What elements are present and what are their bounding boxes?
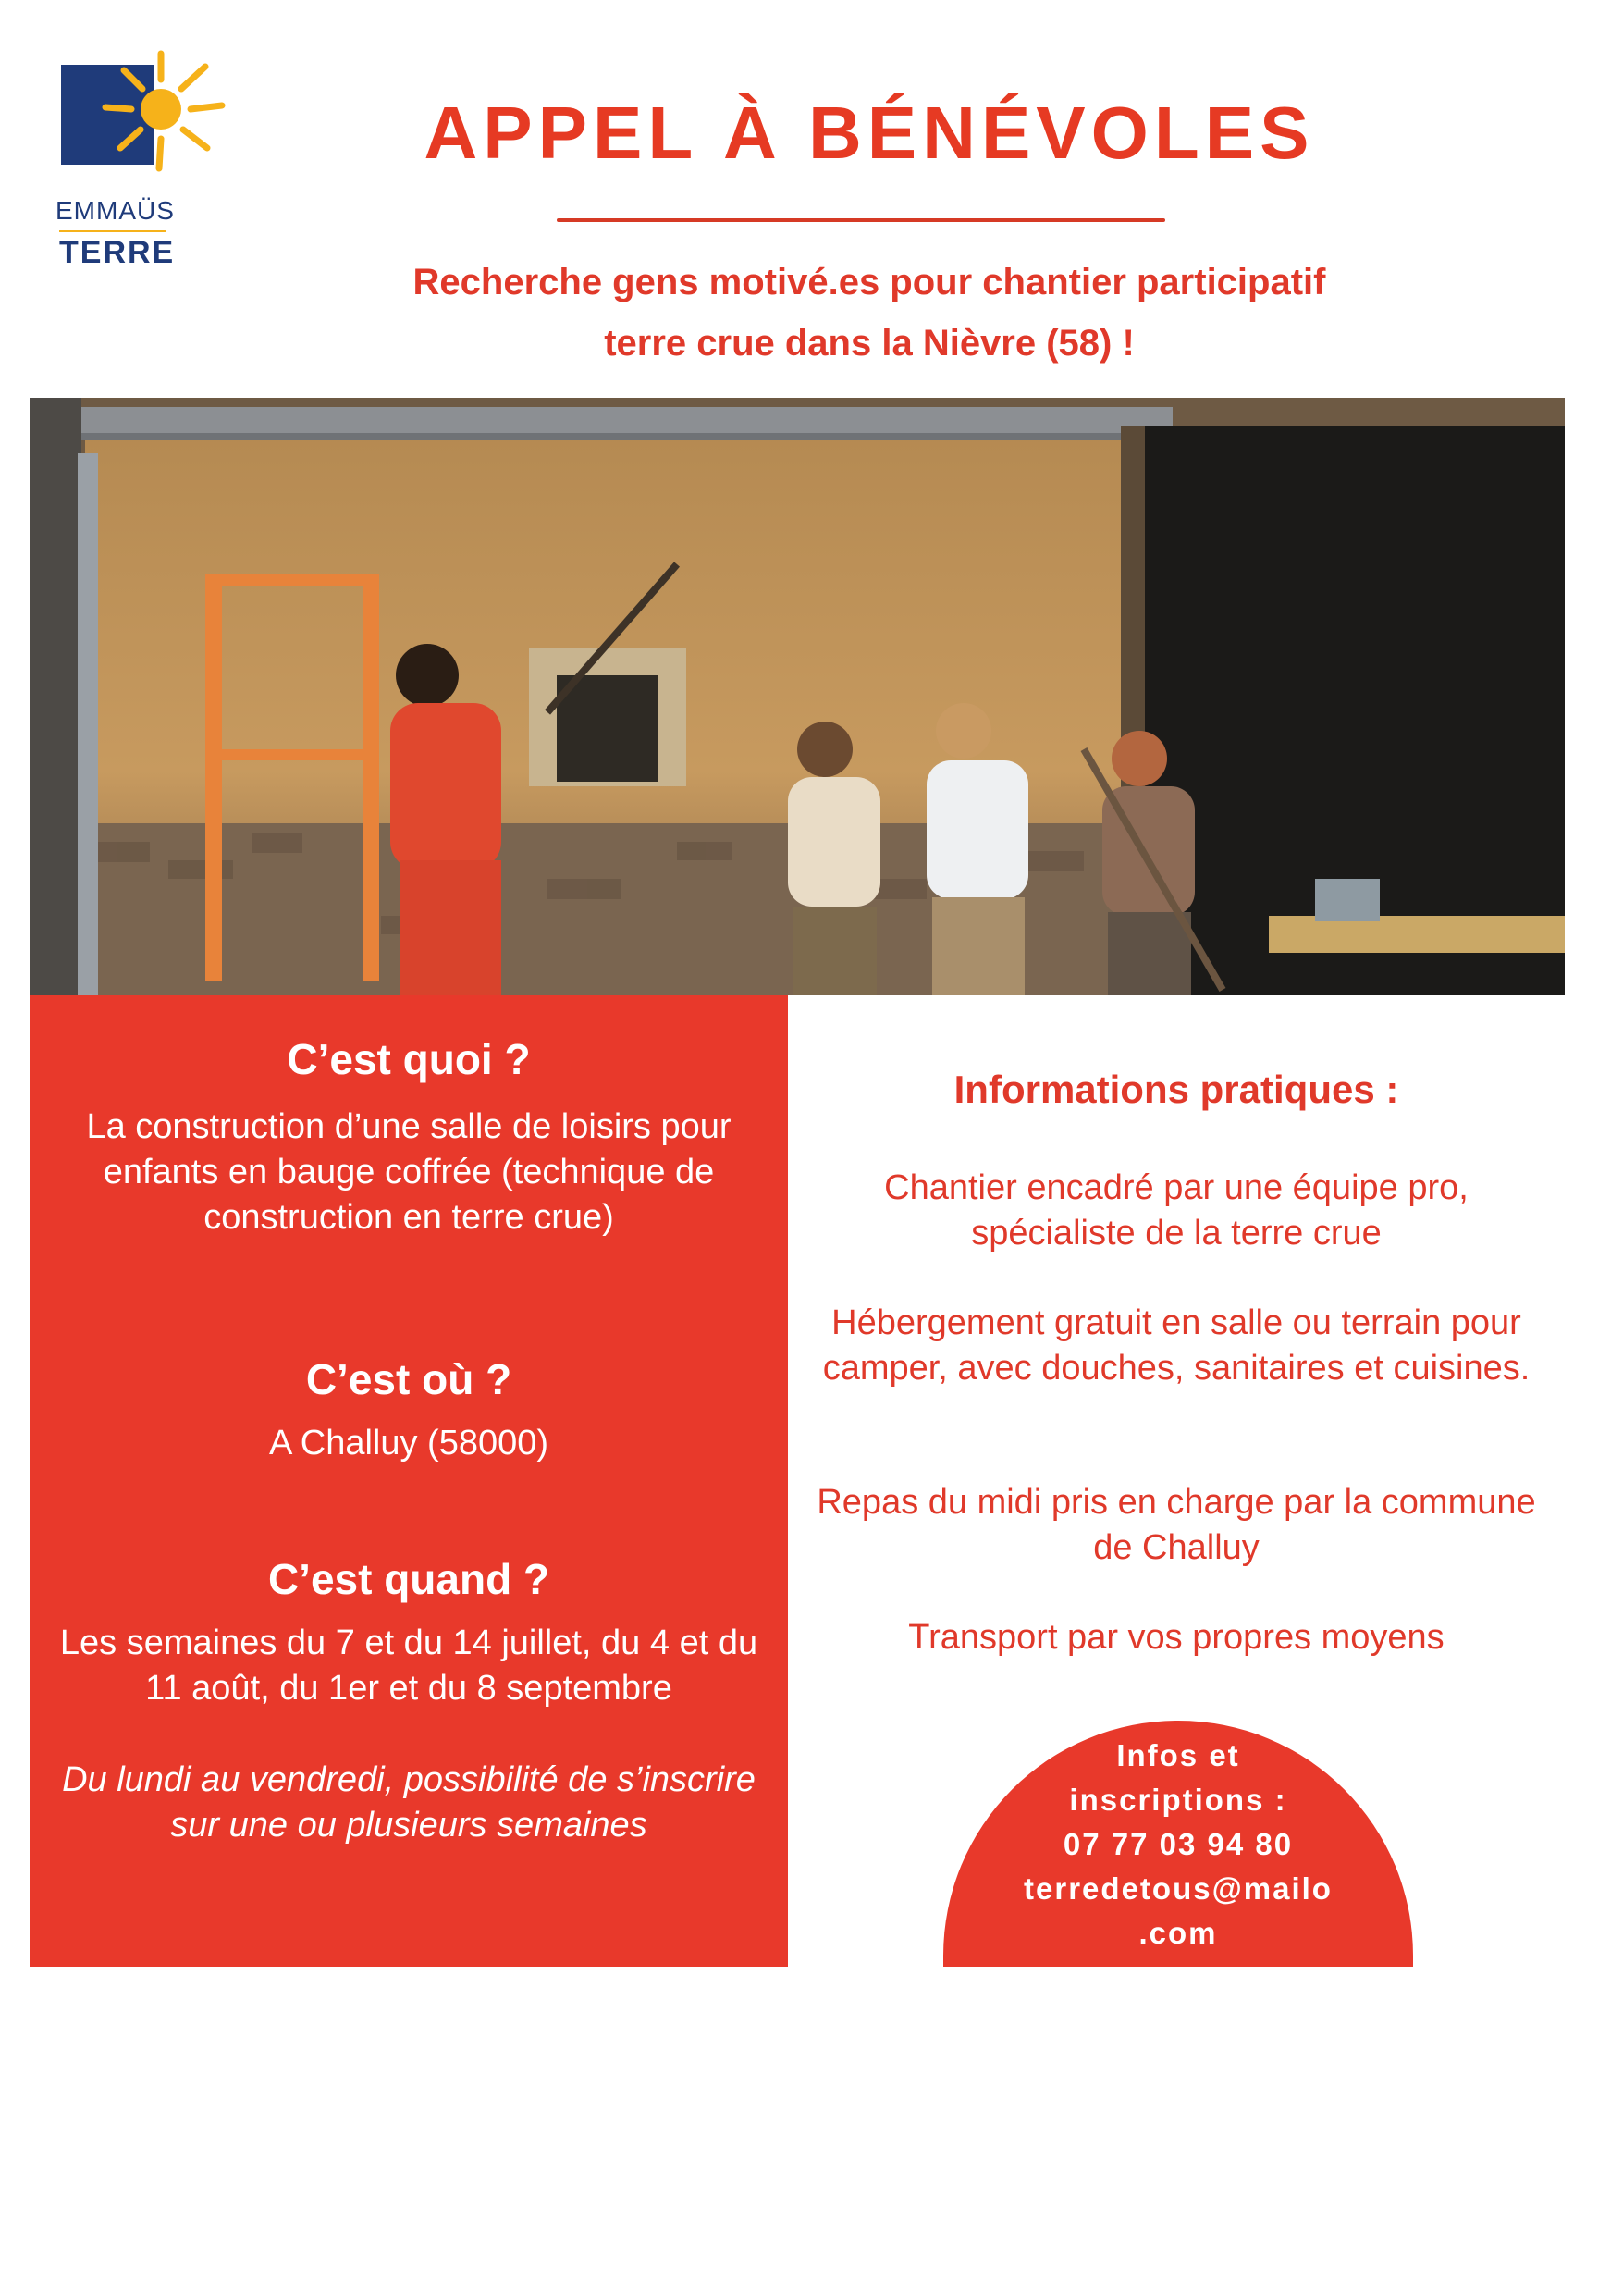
subtitle-line-2: terre crue dans la Nièvre (58) ! — [604, 323, 1135, 364]
sun-icon — [52, 48, 237, 196]
practical-info-heading: Informations pratiques : — [953, 1068, 1399, 1111]
contact-line-2: inscriptions : — [1069, 1783, 1287, 1817]
contact-badge — [943, 1721, 1413, 1967]
page-title: APPEL À BÉNÉVOLES — [424, 92, 1315, 174]
answer-where: A Challuy (58000) — [268, 1424, 549, 1463]
contact-text — [943, 1734, 1413, 1956]
logo-word-terre: TERRE — [59, 235, 176, 270]
contact-email-part-2: .com — [1138, 1916, 1218, 1950]
answer-what: La construction d’une salle de loisirs pour enfants en bauge coffrée (technique de construction en terre crue) — [86, 1107, 732, 1237]
subtitle-line-1: Recherche gens motivé.es pour chantier participatif — [412, 262, 1326, 302]
answer-when-details: Du lundi au vendredi, possibilité de s’inscrire sur une ou plusieurs semaines — [62, 1760, 756, 1845]
title-underline — [557, 218, 1165, 222]
heading-when: C’est quand ? — [267, 1555, 550, 1603]
contact-line-1: Infos et — [1116, 1738, 1240, 1772]
heading-where: C’est où ? — [305, 1355, 512, 1403]
info-left-panel — [30, 995, 788, 1967]
volunteers-photo — [30, 398, 1565, 995]
practical-info-housing: Hébergement gratuit en salle ou terrain pour camper, avec douches, sanitaires et cuisines. — [822, 1303, 1531, 1388]
practical-info-supervision: Chantier encadré par une équipe pro, spécialiste de la terre crue — [884, 1168, 1469, 1253]
logo-word-emmaus: EMMAÜS — [55, 196, 175, 225]
logo-divider — [59, 230, 166, 232]
emmaus-terre-logo — [52, 48, 227, 289]
answer-when: Les semaines du 7 et du 14 juillet, du 4 et du 11 août, du 1er et du 8 septembre — [59, 1623, 758, 1708]
subtitle — [268, 252, 1470, 374]
heading-what: C’est quoi ? — [287, 1035, 531, 1083]
volunteers-earth-wall-photo-icon — [30, 398, 1565, 995]
contact-email-part-1: terredetous@mailo — [1024, 1871, 1333, 1906]
contact-phone: 07 77 03 94 80 — [1063, 1827, 1294, 1861]
practical-info-transport: Transport par vos propres moyens — [908, 1618, 1445, 1657]
practical-info-meals: Repas du midi pris en charge par la commune de Challuy — [817, 1483, 1536, 1567]
